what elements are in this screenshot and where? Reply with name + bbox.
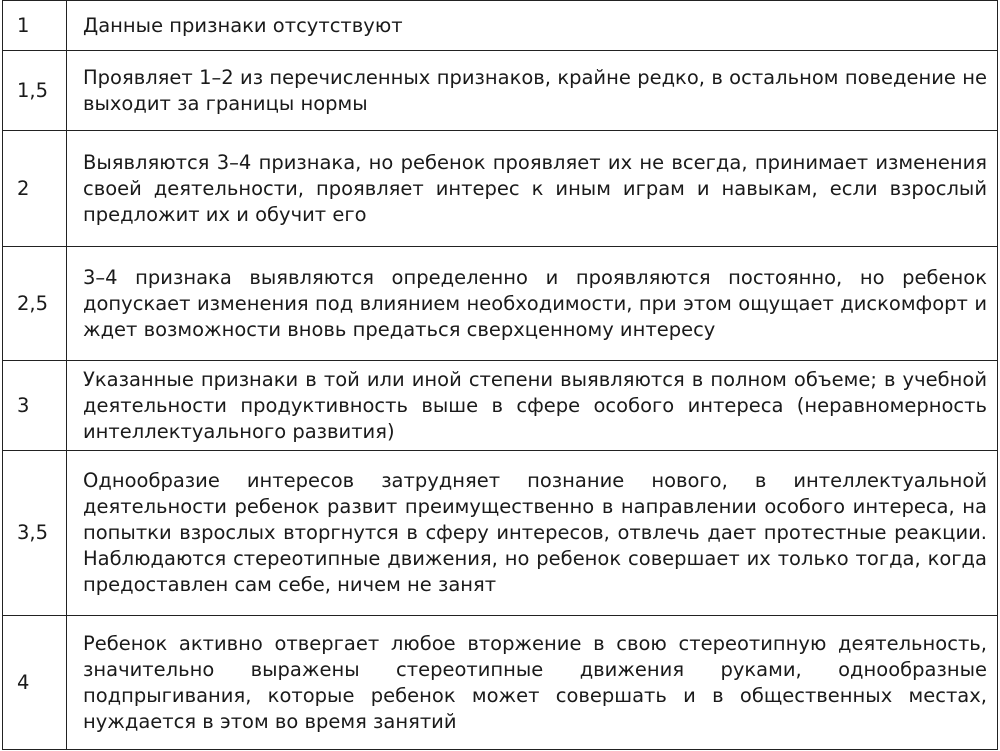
score-cell: 1 bbox=[3, 1, 67, 51]
score-cell: 3 bbox=[3, 361, 67, 451]
description-cell: Ребенок активно отвергает любое вторжение в свою стереотипную деятельность, значительно выражены стереотипные движения руками, однообразные подпрыгивания, которые ребенок может совершать и в общественных местах, нуждается в этом во время занятий bbox=[67, 616, 998, 750]
score-cell: 1,5 bbox=[3, 51, 67, 131]
description-cell: Проявляет 1–2 из перечисленных признаков, крайне редко, в остальном поведение не выходит за границы нормы bbox=[67, 51, 998, 131]
table-row bbox=[3, 247, 998, 361]
description-cell: Данные признаки отсутствуют bbox=[67, 1, 998, 51]
score-cell: 4 bbox=[3, 616, 67, 750]
table-row bbox=[3, 451, 998, 616]
table-row bbox=[3, 361, 998, 451]
score-cell: 2 bbox=[3, 131, 67, 247]
table-row bbox=[3, 51, 998, 131]
description-cell: Выявляются 3–4 признака, но ребенок проявляет их не всегда, принимает изменения своей деятельности, проявляет интерес к иным играм и навыкам, если взрослый предложит их и обучит его bbox=[67, 131, 998, 247]
score-table bbox=[2, 0, 998, 750]
description-cell: 3–4 признака выявляются определенно и проявляются постоянно, но ребенок допускает изменения под влиянием необходимости, при этом ощущает дискомфорт и ждет возможности вновь предаться сверхценному интересу bbox=[67, 247, 998, 361]
table-row bbox=[3, 616, 998, 750]
score-cell: 3,5 bbox=[3, 451, 67, 616]
description-cell: Указанные признаки в той или иной степени выявляются в полном объеме; в учебной деятельности продуктивность выше в сфере особого интереса (неравномерность интеллектуального развития) bbox=[67, 361, 998, 451]
table-row bbox=[3, 1, 998, 51]
score-cell: 2,5 bbox=[3, 247, 67, 361]
table-row bbox=[3, 131, 998, 247]
description-cell: Однообразие интересов затрудняет познание нового, в интеллектуальной деятельности ребенок развит преимущественно в направлении особого интереса, на попытки взрослых вторгнутся в сферу интересов, отвлечь дает протестные реакции. Наблюдаются стереотипные движения, но ребенок совершает их только тогда, когда предоставлен сам себе, ничем не занят bbox=[67, 451, 998, 616]
